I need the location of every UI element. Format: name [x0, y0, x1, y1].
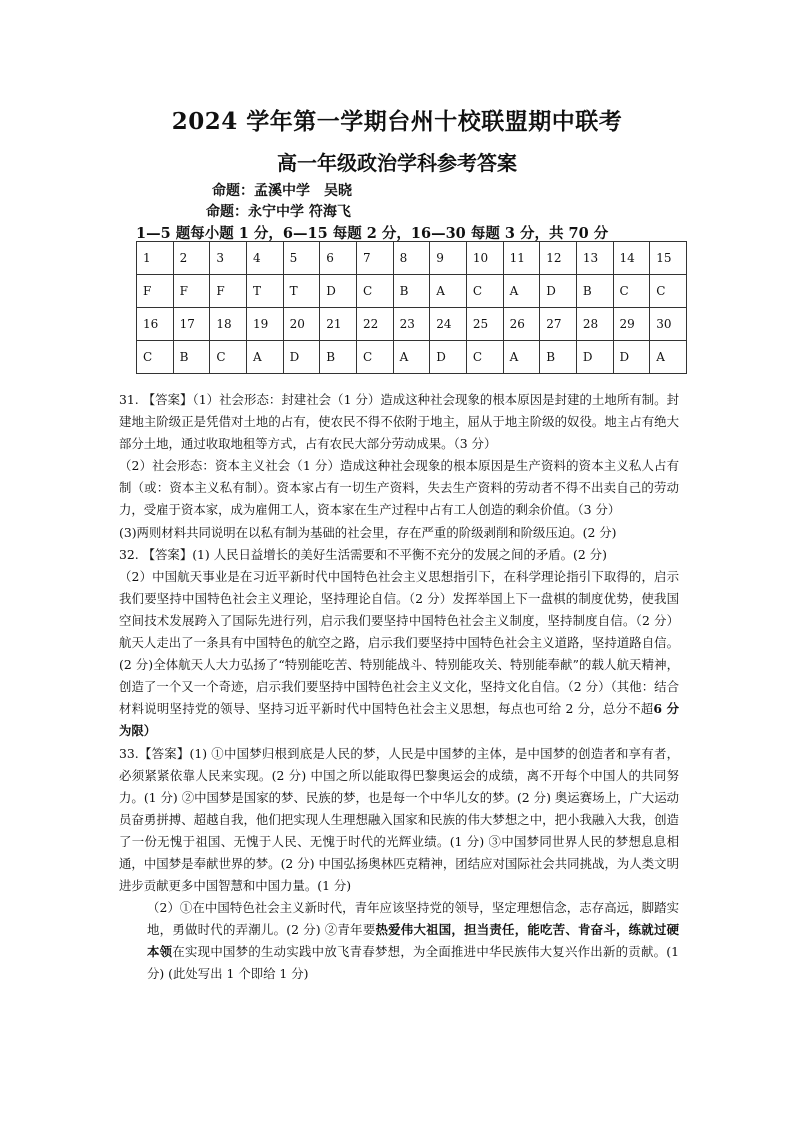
table-cell: 30	[650, 308, 687, 341]
table-row-numbers-2	[137, 308, 687, 341]
table-cell: 29	[613, 308, 650, 341]
table-row-answers-2	[137, 341, 687, 374]
table-cell: C	[356, 341, 393, 374]
table-cell: 19	[246, 308, 283, 341]
table-cell: D	[576, 341, 613, 374]
table-cell: C	[356, 275, 393, 308]
table-cell: 18	[210, 308, 247, 341]
table-cell: D	[613, 341, 650, 374]
q33-part1: 33.【答案】(1) ①中国梦归根到底是人民的梦，人民是中国梦的主体，是中国梦的创造者和享有者，必须紧紧依靠人民来实现。(2 分) 中国之所以能取得巴黎奥运会的成绩，离不开每个中国人的共同努力。(1 分) ②中国梦是国家的梦、民族的梦，也是每一个中华儿女的梦。(2 分) 奥运赛场上，广大运动员奋勇拼搏、超越自我，他们把实现人生理想融入国家和民族的伟大梦想之中，把小我融入大我，创造了一份无愧于祖国、无愧于人民、无愧于时代的光辉业绩。(1 分) ③中国梦同世界人民的梦想息息相通，中国梦是奉献世界的梦。(2 分) 中国弘扬奥林匹克精神，团结应对国际社会共同挑战，为人类文明进步贡献更多中国智慧和中国力量。(1 分)	[119, 745, 679, 894]
table-cell: C	[650, 275, 687, 308]
document-title: 2024 学年第一学期台州十校联盟期中联考	[171, 108, 623, 135]
table-cell: T	[283, 275, 320, 308]
table-cell: C	[137, 341, 174, 374]
document-subtitle: 高一年级政治学科参考答案	[277, 151, 517, 175]
table-cell: 2	[173, 242, 210, 275]
table-cell: F	[137, 275, 174, 308]
answer-body	[119, 389, 679, 986]
table-cell: 14	[613, 242, 650, 275]
table-cell: B	[320, 341, 357, 374]
answer-table	[136, 241, 687, 374]
table-cell: F	[210, 275, 247, 308]
author-line-2: 命题：永宁中学 符海飞	[206, 204, 351, 220]
q31-part1: 31. 【答案】（1）社会形态：封建社会（1 分）造成这种社会现象的根本原因是封建的土地所有制。封建地主阶级正是凭借对土地的占有，使农民不得不依附于地主，屈从于地主阶级的奴役。地主占有绝大部分土地，通过收取地租等方式，占有农民大部分劳动成果。（3 分）	[119, 392, 679, 452]
table-cell: A	[650, 341, 687, 374]
table-cell: A	[393, 341, 430, 374]
table-cell: A	[430, 275, 467, 308]
author-line-1: 命题：孟溪中学 吴晓	[212, 183, 352, 199]
q33-part2	[119, 897, 679, 985]
table-cell: B	[576, 275, 613, 308]
table-cell: 17	[173, 308, 210, 341]
table-cell: 7	[356, 242, 393, 275]
table-cell: D	[540, 275, 577, 308]
table-cell: B	[173, 341, 210, 374]
table-cell: 11	[503, 242, 540, 275]
table-cell: C	[210, 341, 247, 374]
table-cell: 27	[540, 308, 577, 341]
table-cell: 8	[393, 242, 430, 275]
table-cell: 6	[320, 242, 357, 275]
table-cell: 20	[283, 308, 320, 341]
scoring-note: 1—5 题每小题 1 分，6—15 每题 2 分，16—30 每题 3 分，共 70 分	[136, 225, 609, 242]
table-cell: A	[246, 341, 283, 374]
table-row-answers-1	[137, 275, 687, 308]
q33-part2-bold: 热爱伟大祖国，担当责任，能吃苦、肯奋斗，练就过硬本领	[147, 922, 679, 960]
table-cell: C	[613, 275, 650, 308]
table-cell: 5	[283, 242, 320, 275]
table-cell: 4	[246, 242, 283, 275]
table-cell: 28	[576, 308, 613, 341]
table-cell: C	[466, 341, 503, 374]
q32-part1: 32. 【答案】(1) 人民日益增长的美好生活需要和不平衡不充分的发展之间的矛盾。(2 分)	[119, 546, 607, 562]
table-cell: C	[466, 275, 503, 308]
table-cell: B	[540, 341, 577, 374]
table-cell: 10	[466, 242, 503, 275]
q32-part2	[119, 566, 679, 743]
table-cell: 25	[466, 308, 503, 341]
table-cell: A	[503, 341, 540, 374]
table-cell: B	[393, 275, 430, 308]
table-cell: 26	[503, 308, 540, 341]
q33-part2-text-a: （2）①在中国特色社会主义新时代，青年应该坚持党的领导，坚定理想信念，志存高远，脚踏实地，勇做时代的弄潮儿。(2 分) ②青年要	[147, 900, 679, 938]
table-cell: D	[283, 341, 320, 374]
table-cell: 1	[137, 242, 174, 275]
table-cell: 3	[210, 242, 247, 275]
table-cell: 13	[576, 242, 613, 275]
table-cell: D	[320, 275, 357, 308]
q32-part2-bold: 6 分为限）	[119, 701, 679, 739]
table-cell: T	[246, 275, 283, 308]
q31-part3: (3)两则材料共同说明在以私有制为基础的社会里，存在严重的阶级剥削和阶级压迫。(2 分)	[119, 524, 617, 540]
table-cell: 15	[650, 242, 687, 275]
table-cell: D	[430, 341, 467, 374]
q32-part2-text: （2）中国航天事业是在习近平新时代中国特色社会主义思想指引下，在科学理论指引下取得的，启示我们要坚持中国特色社会主义理论，坚持理论自信。（2 分）发挥举国上下一盘棋的制度优势，使我国空间技术发展跨入了国际先进行列，启示我们要坚持中国特色社会主义制度，坚持制度自信。（2 分）航天人走出了一条具有中国特色的航空之路，启示我们要坚持中国特色社会主义道路，坚持道路自信。(2 分)全体航天人大力弘扬了“特别能吃苦、特别能战斗、特别能攻关、特别能奉献”的载人航天精神，创造了一个又一个奇迹，启示我们要坚持中国特色社会主义文化，坚持文化自信。（2 分）（其他：结合材料说明坚持党的领导、坚持习近平新时代中国特色社会主义思想，每点也可给 2 分，总分不超	[119, 568, 679, 717]
q33-part2-text-c: 在实现中国梦的生动实践中放飞青春梦想，为全面推进中华民族伟大复兴作出新的贡献。(1 分) (此处写出 1 个即给 1 分)	[147, 944, 680, 982]
table-cell: 16	[137, 308, 174, 341]
table-cell: 23	[393, 308, 430, 341]
table-cell: 22	[356, 308, 393, 341]
table-cell: A	[503, 275, 540, 308]
table-cell: 24	[430, 308, 467, 341]
table-row-numbers-1	[137, 242, 687, 275]
table-cell: 21	[320, 308, 357, 341]
table-cell: F	[173, 275, 210, 308]
table-cell: 12	[540, 242, 577, 275]
table-cell: 9	[430, 242, 467, 275]
q31-part2: （2）社会形态：资本主义社会（1 分）造成这种社会现象的根本原因是生产资料的资本主义私人占有制（或：资本主义私有制）。资本家占有一切生产资料，失去生产资料的劳动者不得不出卖自己的劳动力，受雇于资本家，成为雇佣工人，资本家在生产过程中占有工人创造的剩余价值。（3 分）	[119, 458, 679, 518]
